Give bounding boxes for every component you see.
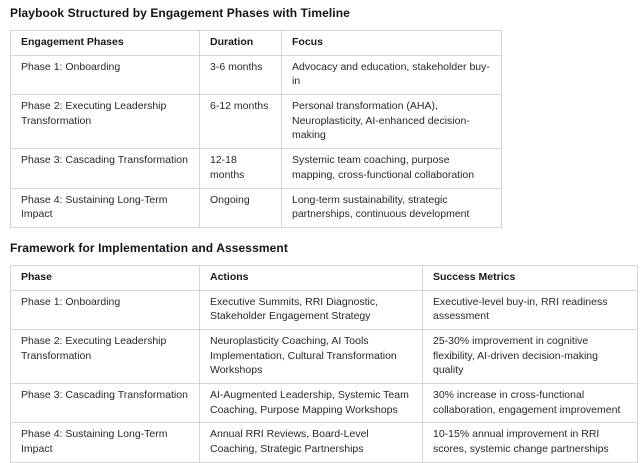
table-cell: Phase 1: Onboarding bbox=[11, 290, 200, 329]
table-cell: 6-12 months bbox=[200, 95, 282, 149]
table-cell: Executive Summits, RRI Diagnostic, Stakeholder Engagement Strategy bbox=[200, 290, 423, 329]
table-cell: Phase 2: Executing Leadership Transformation bbox=[11, 329, 200, 383]
table-row bbox=[11, 55, 502, 94]
header-row bbox=[11, 31, 502, 56]
table-row bbox=[11, 95, 502, 149]
column-header: Phase bbox=[11, 265, 200, 290]
table-cell: 12-18 months bbox=[200, 149, 282, 188]
table-cell: Phase 3: Cascading Transformation bbox=[11, 384, 200, 423]
framework-table-head bbox=[11, 265, 638, 290]
table-cell: Personal transformation (AHA), Neuroplasticity, AI-enhanced decision-making bbox=[282, 95, 502, 149]
table-cell: 25-30% improvement in cognitive flexibility, AI-driven decision-making quality bbox=[423, 329, 638, 383]
table-row bbox=[11, 384, 638, 423]
table-row bbox=[11, 149, 502, 188]
table-cell: 3-6 months bbox=[200, 55, 282, 94]
column-header: Duration bbox=[200, 31, 282, 56]
table-cell: Advocacy and education, stakeholder buy-in bbox=[282, 55, 502, 94]
table-cell: 10-15% annual improvement in RRI scores, systemic change partnerships bbox=[423, 423, 638, 462]
column-header: Engagement Phases bbox=[11, 31, 200, 56]
framework-section-title: Framework for Implementation and Assessment bbox=[10, 240, 288, 255]
playbook-table bbox=[10, 30, 502, 228]
header-row bbox=[11, 265, 638, 290]
framework-table bbox=[10, 265, 638, 463]
column-header: Success Metrics bbox=[423, 265, 638, 290]
table-cell: Phase 4: Sustaining Long-Term Impact bbox=[11, 423, 200, 462]
table-cell: Ongoing bbox=[200, 188, 282, 227]
column-header: Focus bbox=[282, 31, 502, 56]
table-cell: Phase 3: Cascading Transformation bbox=[11, 149, 200, 188]
table-row bbox=[11, 423, 638, 462]
table-cell: Phase 2: Executing Leadership Transformation bbox=[11, 95, 200, 149]
table-cell: Systemic team coaching, purpose mapping, cross-functional collaboration bbox=[282, 149, 502, 188]
playbook-section-title: Playbook Structured by Engagement Phases with Timeline bbox=[10, 6, 350, 20]
table-cell: AI-Augmented Leadership, Systemic Team Coaching, Purpose Mapping Workshops bbox=[200, 384, 423, 423]
framework-table-body bbox=[11, 290, 638, 462]
framework-section bbox=[10, 241, 630, 463]
table-cell: Long-term sustainability, strategic partnerships, continuous development bbox=[282, 188, 502, 227]
table-cell: 30% increase in cross-functional collaboration, engagement improvement bbox=[423, 384, 638, 423]
table-row bbox=[11, 329, 638, 383]
playbook-table-head bbox=[11, 31, 502, 56]
table-cell: Neuroplasticity Coaching, AI Tools Implementation, Cultural Transformation Workshops bbox=[200, 329, 423, 383]
table-cell: Annual RRI Reviews, Board-Level Coaching, Strategic Partnerships bbox=[200, 423, 423, 462]
playbook-table-body bbox=[11, 55, 502, 227]
table-cell: Phase 1: Onboarding bbox=[11, 55, 200, 94]
table-row bbox=[11, 188, 502, 227]
column-header: Actions bbox=[200, 265, 423, 290]
table-row bbox=[11, 290, 638, 329]
table-cell: Phase 4: Sustaining Long-Term Impact bbox=[11, 188, 200, 227]
table-cell: Executive-level buy-in, RRI readiness assessment bbox=[423, 290, 638, 329]
playbook-section bbox=[10, 6, 630, 228]
